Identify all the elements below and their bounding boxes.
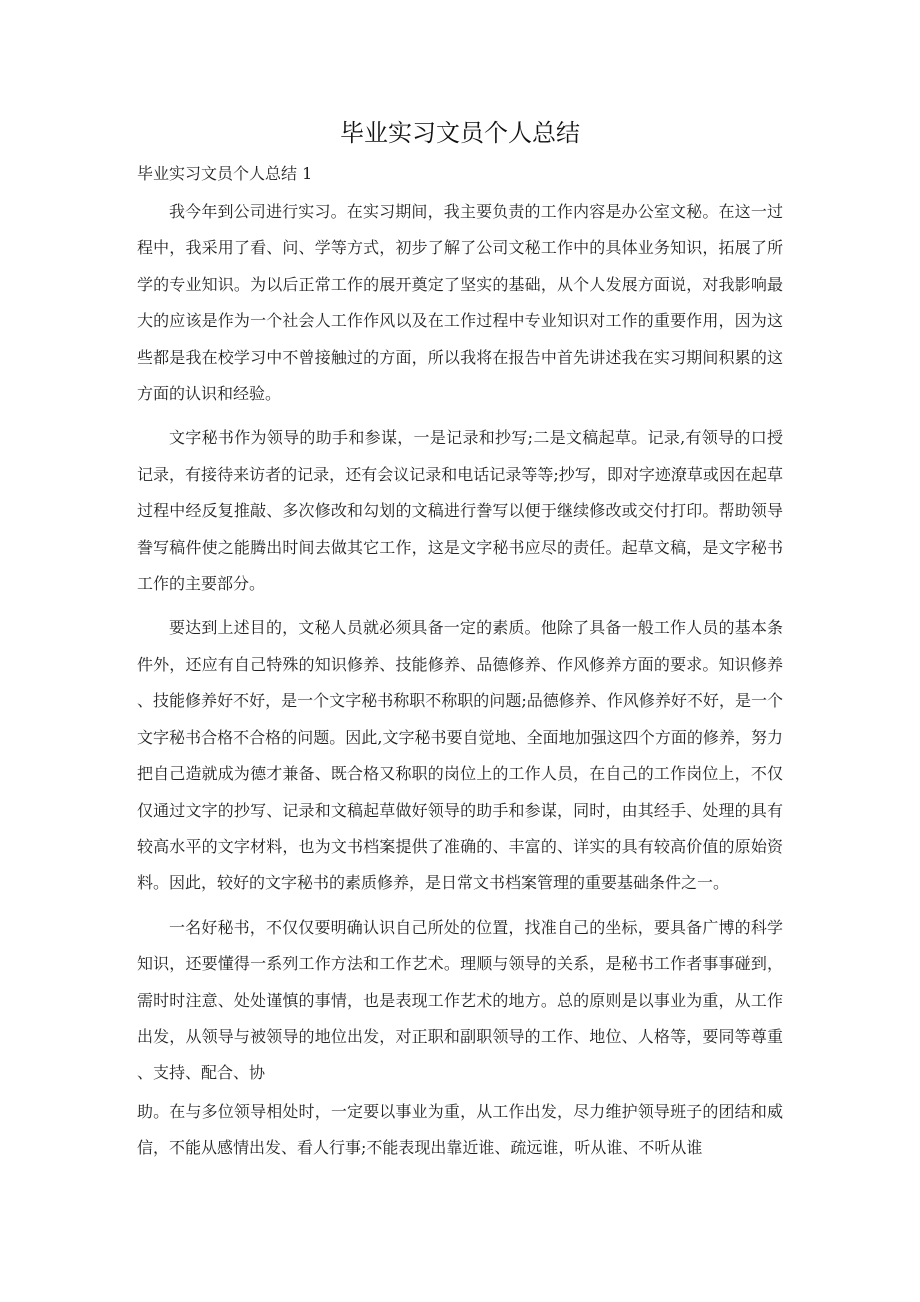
paragraph-4: 一名好秘书，不仅仅要明确认识自己所处的位置，找准自己的坐标，要具备广博的科学知识，还要懂得一系列工作方法和工作艺术。理顺与领导的关系，是秘书工作者事事碰到，需时时注意、处处谨慎的事情，也是表现工作艺术的地方。总的原则是以事业为重，从工作出发，从领导与被领导的地位出发，对正职和副职领导的工作、地位、人格等，要同等尊重、支持、配合、协: [137, 917, 783, 1083]
paragraph-5: 助。在与多位领导相处时，一定要以事业为重，从工作出发，尽力维护领导班子的团结和威信，不能从感情出发、看人行事;不能表现出靠近谁、疏远谁，听从谁、不听从谁: [137, 1101, 783, 1158]
paragraph-1: 我今年到公司进行实习。在实习期间，我主要负责的工作内容是办公室文秘。在这一过程中，我采用了看、问、学等方式，初步了解了公司文秘工作中的具体业务知识，拓展了所学的专业知识。为以后正常工作的展开奠定了坚实的基础，从个人发展方面说，对我影响最大的应该是作为一个社会人工作作风以及在工作过程中专业知识对工作的重要作用，因为这些都是我在校学习中不曾接触过的方面，所以我将在报告中首先讲述我在实习期间积累的这方面的认识和经验。: [137, 202, 783, 404]
document-title: 毕业实习文员个人总结: [340, 119, 580, 147]
document-body: [137, 194, 783, 1167]
section-heading: 毕业实习文员个人总结 1: [137, 164, 313, 183]
paragraph-3: 要达到上述目的，文秘人员就必须具备一定的素质。他除了具备一般工作人员的基本条件外，还应有自己特殊的知识修养、技能修养、品德修养、作风修养方面的要求。知识修养、技能修养好不好，是一个文字秘书称职不称职的问题;品德修养、作风修养好不好，是一个文字秘书合格不合格的问题。因此,文字秘书要自觉地、全面地加强这四个方面的修养，努力把自己造就成为德才兼备、既合格又称职的岗位上的工作人员，在自己的工作岗位上，不仅仅通过文字的抄写、记录和文稿起草做好领导的助手和参谋，同时，由其经手、处理的具有较高水平的文字材料，也为文书档案提供了准确的、丰富的、详实的具有较高价值的原始资料。因此，较好的文字秘书的素质修养，是日常文书档案管理的重要基础条件之一。: [137, 618, 783, 893]
paragraph-2: 文字秘书作为领导的助手和参谋，一是记录和抄写;二是文稿起草。记录,有领导的口授记录，有接待来访者的记录，还有会议记录和电话记录等等;抄写，即对字迹潦草或因在起草过程中经反复推敲、多次修改和勾划的文稿进行誊写以便于继续修改或交付打印。帮助领导誊写稿件使之能腾出时间去做其它工作，这是文字秘书应尽的责任。起草文稿，是文字秘书工作的主要部分。: [137, 428, 783, 594]
